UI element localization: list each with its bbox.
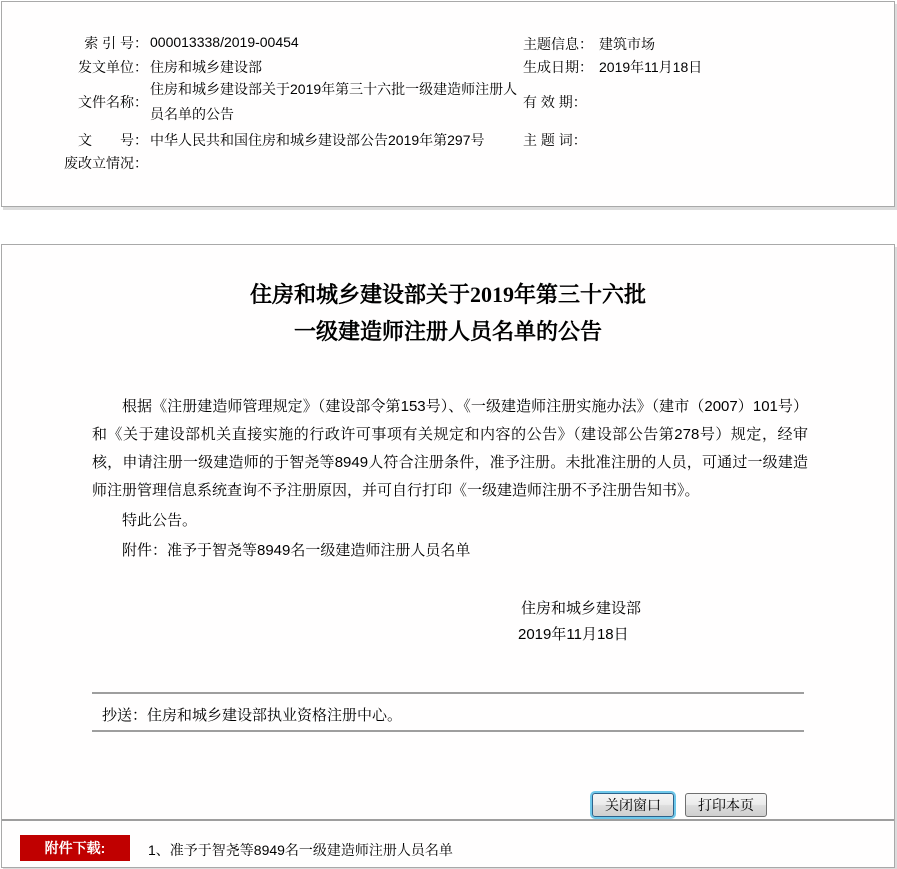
action-button-row: [592, 793, 767, 817]
valid-period-label: 有 效 期：: [523, 94, 587, 110]
attachment-download-link[interactable]: 1、准予于智尧等8949名一级建造师注册人员名单: [148, 842, 453, 858]
topic-info-label: 主题信息：: [523, 36, 593, 52]
document-title: [2, 276, 894, 350]
closing-line: 特此公告。: [122, 512, 198, 529]
document-name-value: 住房和城乡建设部关于2019年第三十六批一级建造师注册人员名单的公告: [150, 81, 518, 122]
print-page-button[interactable]: 打印本页: [685, 793, 767, 817]
document-body-paragraph: 根据《注册建造师管理规定》（建设部令第153号）、《一级建造师注册实施办法》（建市（2007）101号）和《关于建设部机关直接实施的行政许可事项有关规定和内容的公告》（建设部公告第278号）规定，经审核，申请注册一级建造师的于智尧等8949人符合注册条件，准予注册。未批准注册的人员，可通过一级建造师注册管理信息系统查询不予注册原因，并可自行打印《一级建造师注册不予注册告知书》。: [92, 398, 808, 499]
signature-org: 住房和城乡建设部: [521, 600, 642, 617]
signature-date: 2019年11月18日: [518, 626, 629, 643]
issuing-unit-value: 住房和城乡建设部: [150, 59, 262, 75]
cc-line: 抄送：住房和城乡建设部执业资格注册中心。: [102, 707, 403, 724]
metadata-panel: [1, 1, 895, 207]
issuing-unit-label: 发文单位：: [78, 59, 148, 75]
document-title-line2: 一级建造师注册人员名单的公告: [293, 319, 602, 344]
index-number-label: 索 引 号：: [84, 35, 148, 51]
repeal-status-label: 废改立情况：: [64, 155, 148, 171]
close-window-button[interactable]: 关闭窗口: [592, 793, 674, 817]
document-panel: [1, 244, 895, 868]
generated-date-value: 2019年11月18日: [599, 59, 703, 75]
cc-divider-bottom: [92, 730, 804, 732]
generated-date-label: 生成日期：: [523, 59, 593, 75]
attachment-download-label: 附件下载:: [20, 835, 130, 861]
topic-info-value: 建筑市场: [599, 36, 655, 52]
document-number-label: 文 号：: [78, 132, 148, 148]
footer-divider: [2, 819, 894, 821]
attachment-note: 附件：准予于智尧等8949名一级建造师注册人员名单: [122, 542, 471, 559]
document-name-label: 文件名称：: [78, 94, 148, 110]
cc-divider-top: [92, 692, 804, 694]
document-number-value: 中华人民共和国住房和城乡建设部公告2019年第297号: [150, 132, 485, 148]
subject-words-label: 主 题 词：: [523, 132, 587, 148]
index-number-value: 000013338/2019-00454: [150, 34, 299, 50]
document-title-line1: 住房和城乡建设部关于2019年第三十六批: [249, 282, 646, 307]
